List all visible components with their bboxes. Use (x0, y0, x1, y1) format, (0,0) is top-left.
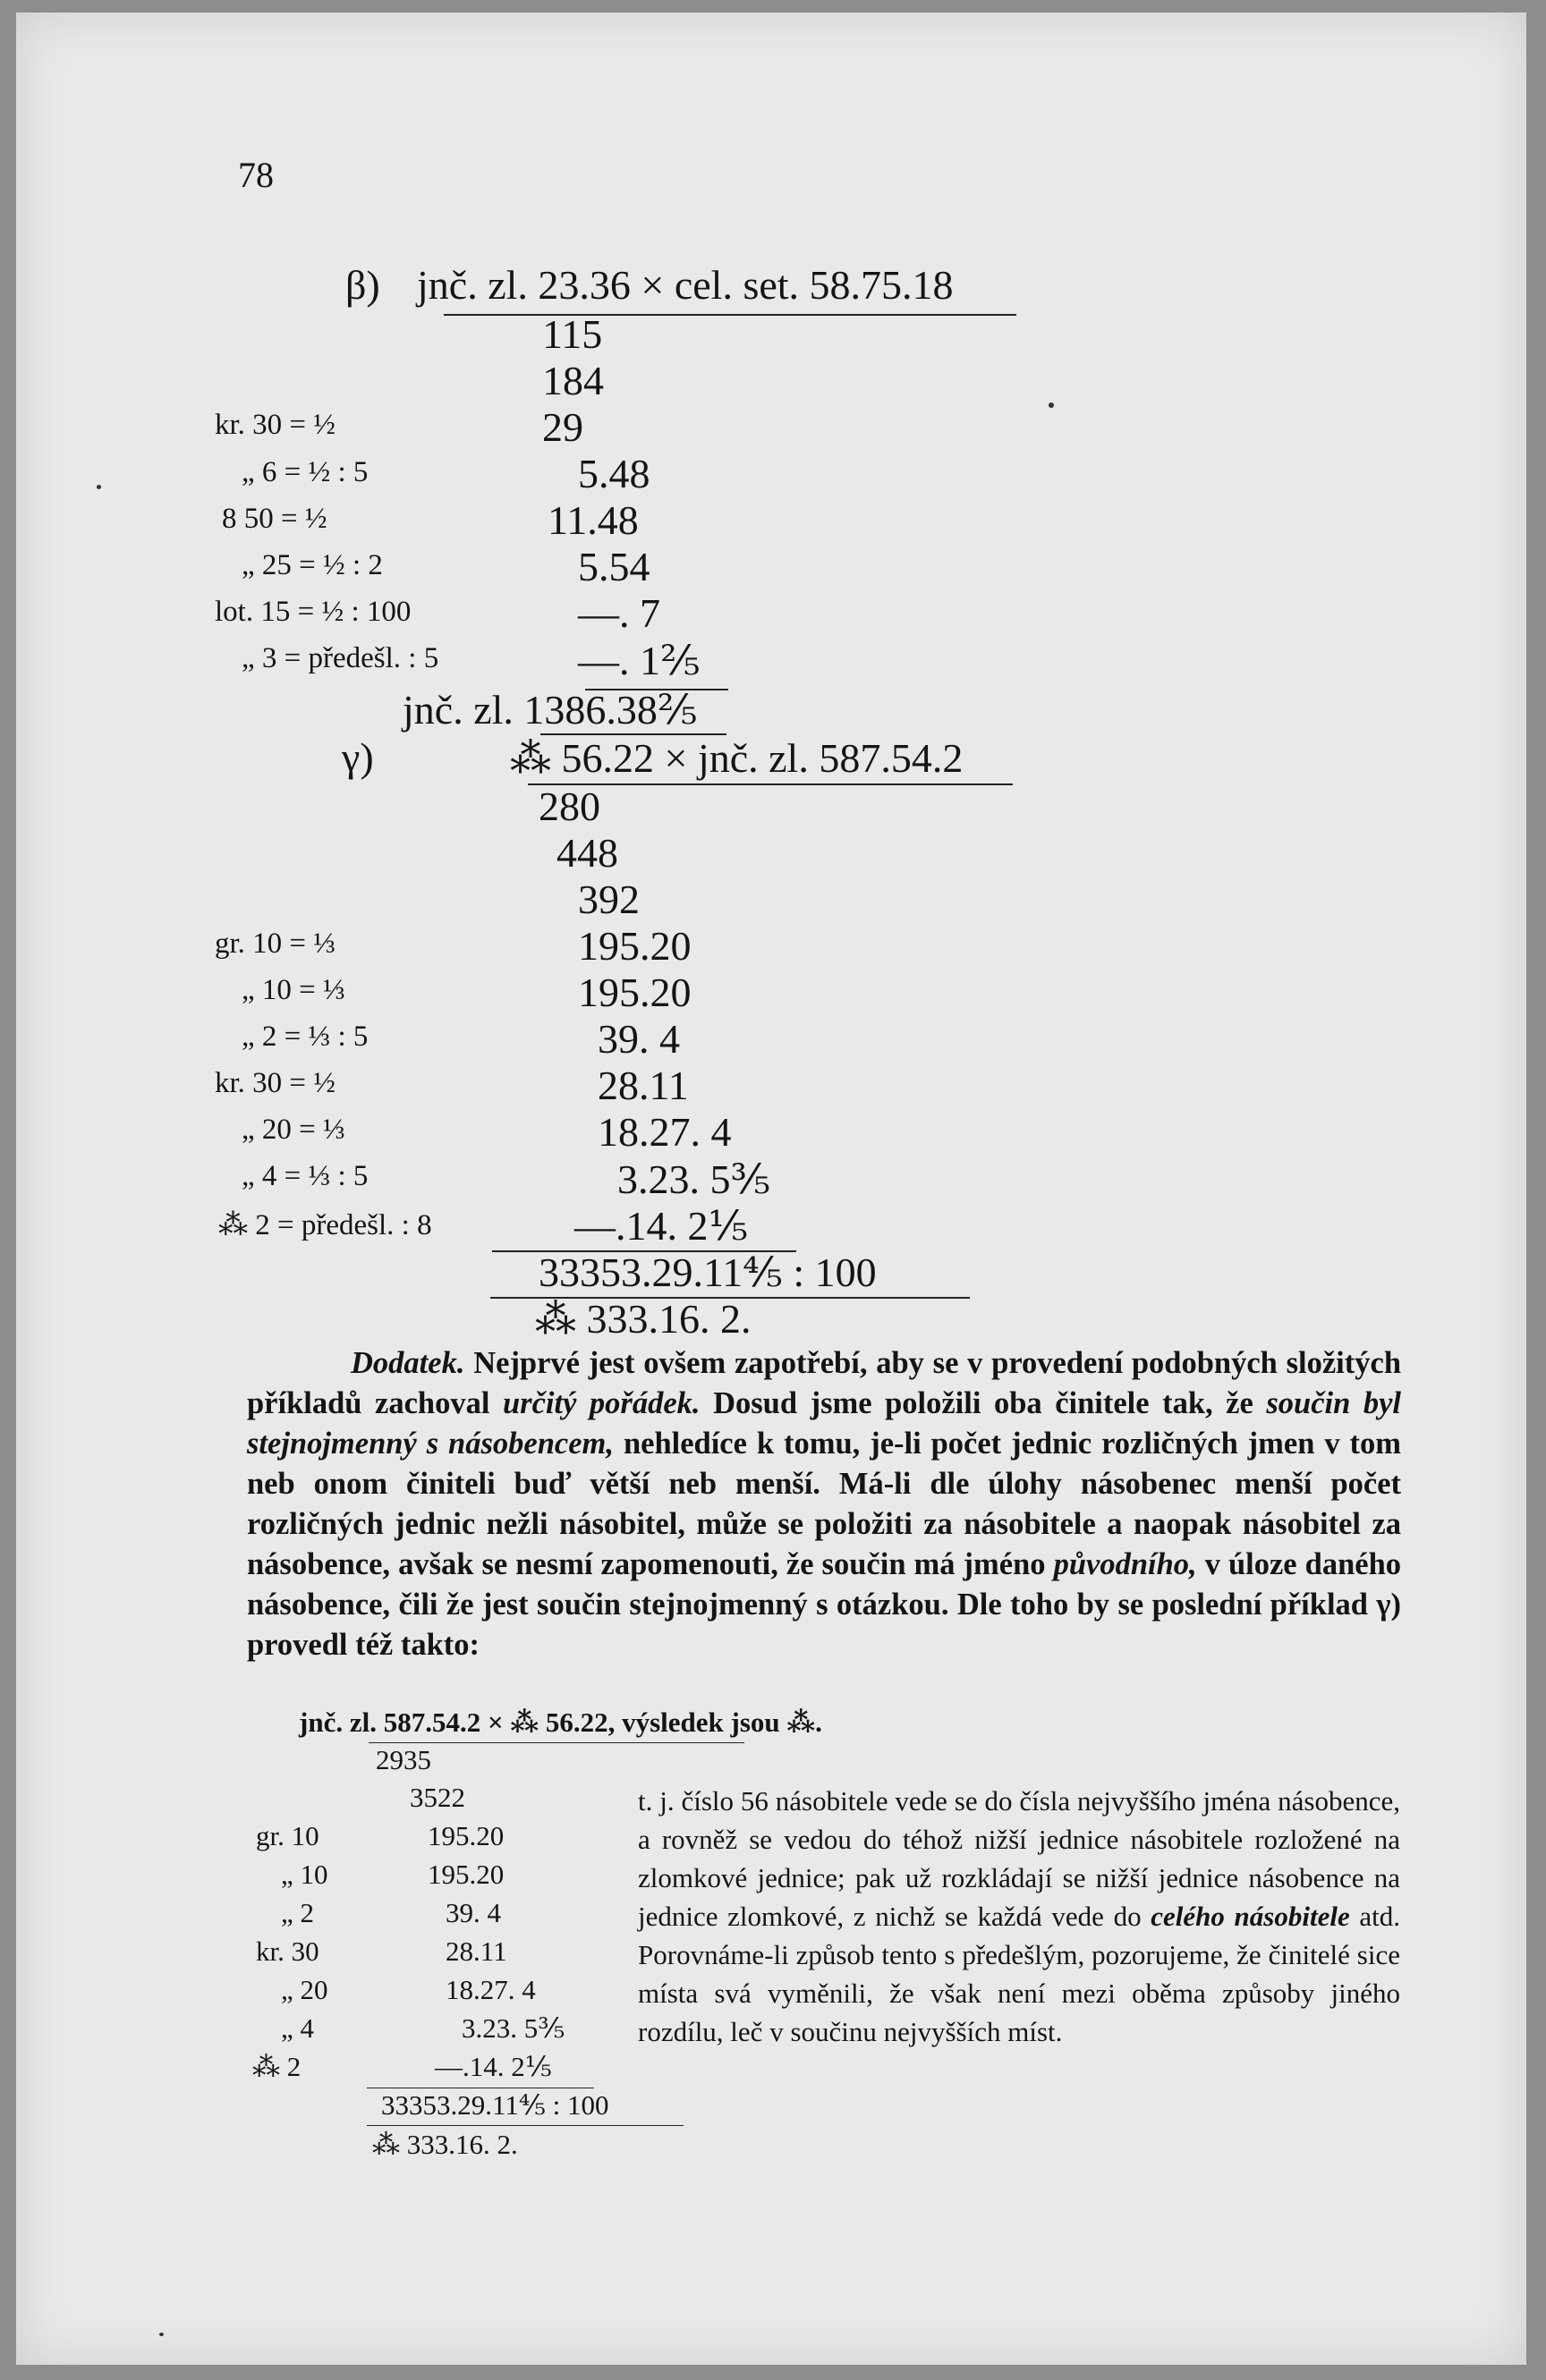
gamma-label: gr. 10 = ⅓ (215, 927, 336, 960)
alt-value: 2935 (376, 1744, 431, 1775)
alt-sum-result-rule (367, 2125, 684, 2126)
alt-sum: 33353.29.11⅘ : 100 (381, 2089, 609, 2121)
gamma-sum: 33353.29.11⅘ : 100 (539, 1249, 877, 1295)
gamma-header: ⁂ 56.22 × jnč. zl. 587.54.2 (510, 735, 964, 781)
gamma-value: 195.20 (578, 923, 692, 969)
print-speck (1049, 402, 1054, 408)
explanation-paragraph (638, 1782, 1400, 2051)
explanation-text: t. j. číslo 56 násobitele vede se do čísla nejvyššího jména násobence, a rovněž se vedou do téhož nižší jednice násobitele rozložené na zlomkové jednice; pak už rozkládají se nižší jednice násobence na jednice zlomkové, z nichž se každá vede do (638, 1785, 1400, 1932)
beta-label: lot. 15 = ½ : 100 (215, 596, 412, 628)
alt-label: ⁂ 2 (252, 2051, 302, 2082)
alt-header-rule (369, 1742, 744, 1743)
gamma-label: „ 10 = ⅓ (242, 974, 345, 1006)
gamma-value: 392 (578, 877, 640, 922)
explanation-emphasis: celého násobitele (1151, 1901, 1350, 1932)
beta-value: —. 7 (578, 590, 660, 636)
alt-label: „ 2 (281, 1897, 315, 1928)
alt-result: ⁂ 333.16. 2. (372, 2129, 518, 2160)
beta-label: „ 3 = předešl. : 5 (242, 642, 439, 674)
beta-label: „ 25 = ½ : 2 (242, 549, 383, 581)
gamma-value: 28.11 (598, 1063, 689, 1108)
gamma-label: ⁂ 2 = předešl. : 8 (218, 1209, 432, 1241)
gamma-value: 18.27. 4 (598, 1109, 732, 1155)
alt-label: kr. 30 (256, 1935, 319, 1967)
alt-value: 28.11 (446, 1935, 507, 1967)
gamma-value: —.14. 2⅕ (574, 1203, 749, 1249)
print-speck (97, 485, 101, 489)
gamma-result: ⁂ 333.16. 2. (535, 1296, 752, 1342)
gamma-label: „ 4 = ⅓ : 5 (242, 1160, 369, 1192)
beta-value: 184 (542, 358, 604, 403)
dodatek-text: Dosud jsme položili oba činitele tak, že (713, 1386, 1253, 1420)
beta-label: 8 50 = ½ (222, 503, 327, 535)
alt-value: 39. 4 (446, 1897, 501, 1928)
alt-label: „ 4 (281, 2012, 315, 2044)
alt-label: „ 20 (281, 1974, 328, 2005)
gamma-label: „ 2 = ⅓ : 5 (242, 1021, 369, 1053)
beta-header: jnč. zl. 23.36 × cel. set. 58.75.18 (417, 262, 954, 308)
gamma-value: 3.23. 5⅗ (617, 1156, 771, 1202)
gamma-value: 39. 4 (598, 1016, 680, 1062)
gamma-header-rule (528, 783, 1013, 785)
beta-value: —. 1⅖ (578, 638, 701, 683)
beta-header-rule (444, 314, 1016, 316)
dodatek-emphasis: určitý pořádek. (502, 1386, 701, 1420)
gamma-label: „ 20 = ⅓ (242, 1114, 345, 1146)
alt-value: 195.20 (428, 1859, 505, 1890)
beta-value: 5.48 (578, 451, 650, 496)
alt-value: 18.27. 4 (446, 1974, 536, 2005)
alt-value: 195.20 (428, 1820, 505, 1851)
dodatek-emphasis: součin byl stejnojmenný s násobencem, (247, 1386, 1401, 1461)
dodatek-text: v úloze daného násobence, čili že jest součin stejnojmenný s otázkou. Dle toho by se poslední příklad γ) provedl též takto: (247, 1547, 1402, 1662)
dodatek-emphasis: původního, (1053, 1547, 1197, 1581)
beta-label: „ 6 = ½ : 5 (242, 456, 369, 488)
dodatek-text: nehledíce k tomu, je-li počet jednic rozličných jmen v tom neb onom činiteli buď větší neb menší. Má-li dle úlohy násobenec menší počet rozličných jednic nežli násobitel, může se položiti za násobitele a naopak násobitel za násobence, avšak se nesmí zapomenouti, že součin má jméno (247, 1427, 1401, 1581)
gamma-value: 448 (556, 830, 618, 876)
alt-label: „ 10 (281, 1859, 328, 1890)
gamma-label: kr. 30 = ½ (215, 1067, 336, 1099)
beta-value: 5.54 (578, 544, 650, 589)
beta-value: 115 (542, 311, 603, 357)
alt-value: 3.23. 5⅗ (462, 2012, 565, 2044)
page-number: 78 (238, 155, 274, 195)
alt-header: jnč. zl. 587.54.2 × ⁂ 56.22, výsledek jsou ⁂. (299, 1707, 822, 1738)
gamma-value: 280 (539, 783, 600, 829)
alt-value: 3522 (410, 1782, 465, 1813)
dodatek-paragraph (247, 1343, 1401, 1665)
book-page (16, 13, 1526, 2365)
dodatek-text: Nejprvé jest ovšem zapotřebí, aby se v provedení podobných složitých příkladů zachoval (247, 1346, 1402, 1420)
beta-value: 29 (542, 404, 583, 450)
beta-value: 11.48 (548, 497, 639, 543)
gamma-marker: γ) (342, 734, 374, 780)
alt-label: gr. 10 (256, 1820, 319, 1851)
beta-result: jnč. zl. 1386.38⅖ (403, 687, 698, 733)
alt-value: —.14. 2⅕ (435, 2051, 552, 2082)
explanation-text: atd. Porovnáme-li způsob tento s předešlým, pozorujeme, že činitelé sice místa svá vyměnili, že však není mezi oběma způsoby jiného rozdílu, leč v součinu nejvyšších míst. (638, 1901, 1400, 2047)
print-speck (159, 2333, 164, 2336)
dodatek-title: Dodatek. (351, 1346, 465, 1380)
beta-label: kr. 30 = ½ (215, 409, 336, 441)
beta-marker: β) (345, 262, 380, 308)
gamma-value: 195.20 (578, 970, 692, 1015)
